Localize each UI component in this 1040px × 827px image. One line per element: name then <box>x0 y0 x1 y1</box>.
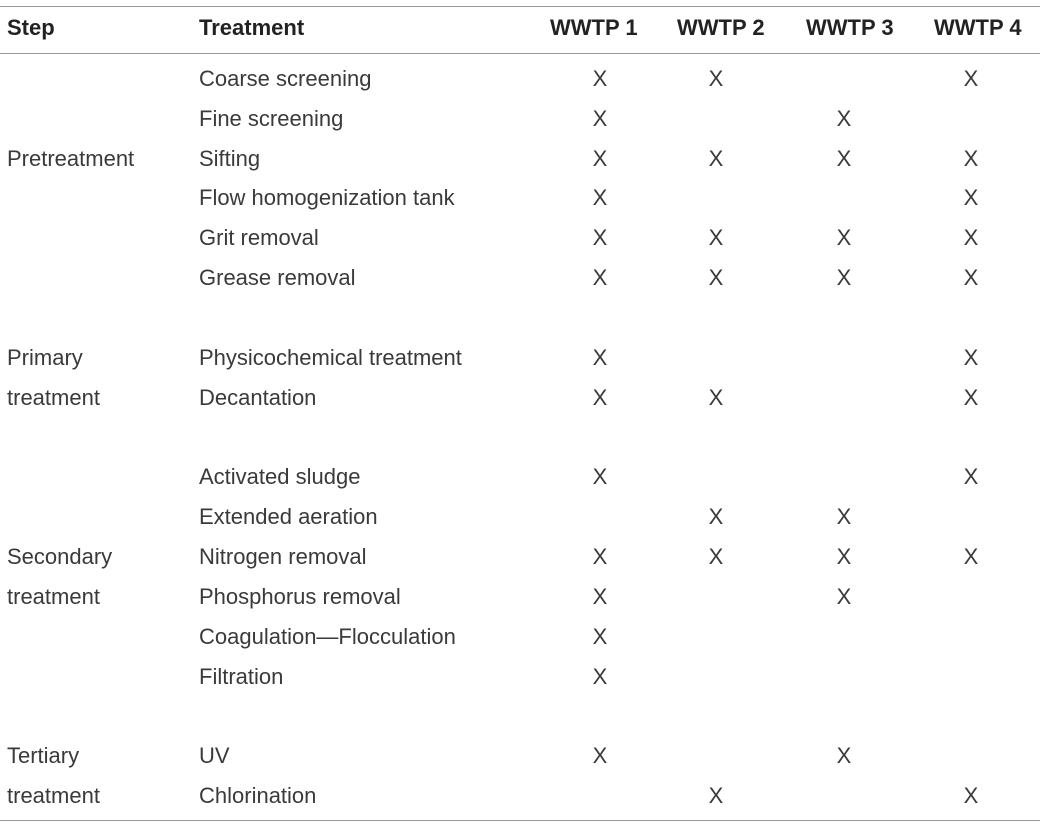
wwtp-1-mark: X <box>592 146 608 171</box>
treatment-name: Nitrogen removal <box>199 544 367 569</box>
header-wwtp-4: WWTP 4 <box>934 15 1022 40</box>
treatment-name: Phosphorus removal <box>199 584 401 609</box>
treatment-name: Grease removal <box>199 265 356 290</box>
step-label: treatment <box>7 385 100 410</box>
wwtp-4-mark: X <box>963 345 979 370</box>
header-wwtp-2: WWTP 2 <box>677 15 765 40</box>
wwtp-4-mark: X <box>963 225 979 250</box>
wwtp-1-mark: X <box>592 624 608 649</box>
header-treatment: Treatment <box>199 15 305 40</box>
wwtp-2-mark: X <box>708 66 724 91</box>
treatment-name: Coagulation—Flocculation <box>199 624 456 649</box>
wwtp-4-mark: X <box>963 464 979 489</box>
wwtp-1-mark: X <box>592 225 608 250</box>
wwtp-1-mark: X <box>592 464 608 489</box>
wwtp-2-mark: X <box>708 265 724 290</box>
header-wwtp-3: WWTP 3 <box>806 15 894 40</box>
treatment-name: Flow homogenization tank <box>199 185 455 210</box>
step-label: Primary <box>7 345 83 370</box>
step-label: Tertiary <box>7 743 80 768</box>
wwtp-4-mark: X <box>963 146 979 171</box>
wwtp-3-mark: X <box>836 265 852 290</box>
wwtp-3-mark: X <box>836 544 852 569</box>
wwtp-4-mark: X <box>963 265 979 290</box>
treatment-name: Physicochemical treatment <box>199 345 462 370</box>
wwtp-1-mark: X <box>592 743 608 768</box>
wwtp-3-mark: X <box>836 146 852 171</box>
wwtp-4-mark: X <box>963 544 979 569</box>
header-rule <box>0 53 1040 54</box>
step-label: treatment <box>7 783 100 808</box>
wwtp-3-mark: X <box>836 225 852 250</box>
wwtp-2-mark: X <box>708 385 724 410</box>
treatment-name: Grit removal <box>199 225 319 250</box>
wwtp-1-mark: X <box>592 106 608 131</box>
wwtp-2-mark: X <box>708 225 724 250</box>
wwtp-4-mark: X <box>963 185 979 210</box>
wwtp-2-mark: X <box>708 146 724 171</box>
wwtp-3-mark: X <box>836 504 852 529</box>
treatment-name: Fine screening <box>199 106 344 131</box>
wwtp-2-mark: X <box>708 544 724 569</box>
wwtp-1-mark: X <box>592 345 608 370</box>
wwtp-2-mark: X <box>708 504 724 529</box>
step-label: Pretreatment <box>7 146 135 171</box>
wwtp-4-mark: X <box>963 66 979 91</box>
wwtp-1-mark: X <box>592 66 608 91</box>
wwtp-1-mark: X <box>592 544 608 569</box>
treatment-name: Filtration <box>199 664 284 689</box>
wwtp-4-mark: X <box>963 783 979 808</box>
treatment-name: Activated sludge <box>199 464 361 489</box>
bottom-rule <box>0 820 1040 821</box>
treatment-name: UV <box>199 743 230 768</box>
top-rule <box>0 6 1040 7</box>
wwtp-1-mark: X <box>592 265 608 290</box>
wwtp-1-mark: X <box>592 385 608 410</box>
wwtp-4-mark: X <box>963 385 979 410</box>
header-step: Step <box>7 15 55 40</box>
wwtp-2-mark: X <box>708 783 724 808</box>
wwtp-1-mark: X <box>592 664 608 689</box>
treatment-name: Coarse screening <box>199 66 372 91</box>
treatment-name: Decantation <box>199 385 317 410</box>
step-label: Secondary <box>7 544 113 569</box>
wwtp-3-mark: X <box>836 743 852 768</box>
wwtp-1-mark: X <box>592 185 608 210</box>
header-wwtp-1: WWTP 1 <box>550 15 638 40</box>
wwtp-3-mark: X <box>836 106 852 131</box>
wwtp-1-mark: X <box>592 584 608 609</box>
wwtp-3-mark: X <box>836 584 852 609</box>
step-label: treatment <box>7 584 100 609</box>
treatment-name: Sifting <box>199 146 261 171</box>
treatment-name: Extended aeration <box>199 504 378 529</box>
treatment-name: Chlorination <box>199 783 317 808</box>
